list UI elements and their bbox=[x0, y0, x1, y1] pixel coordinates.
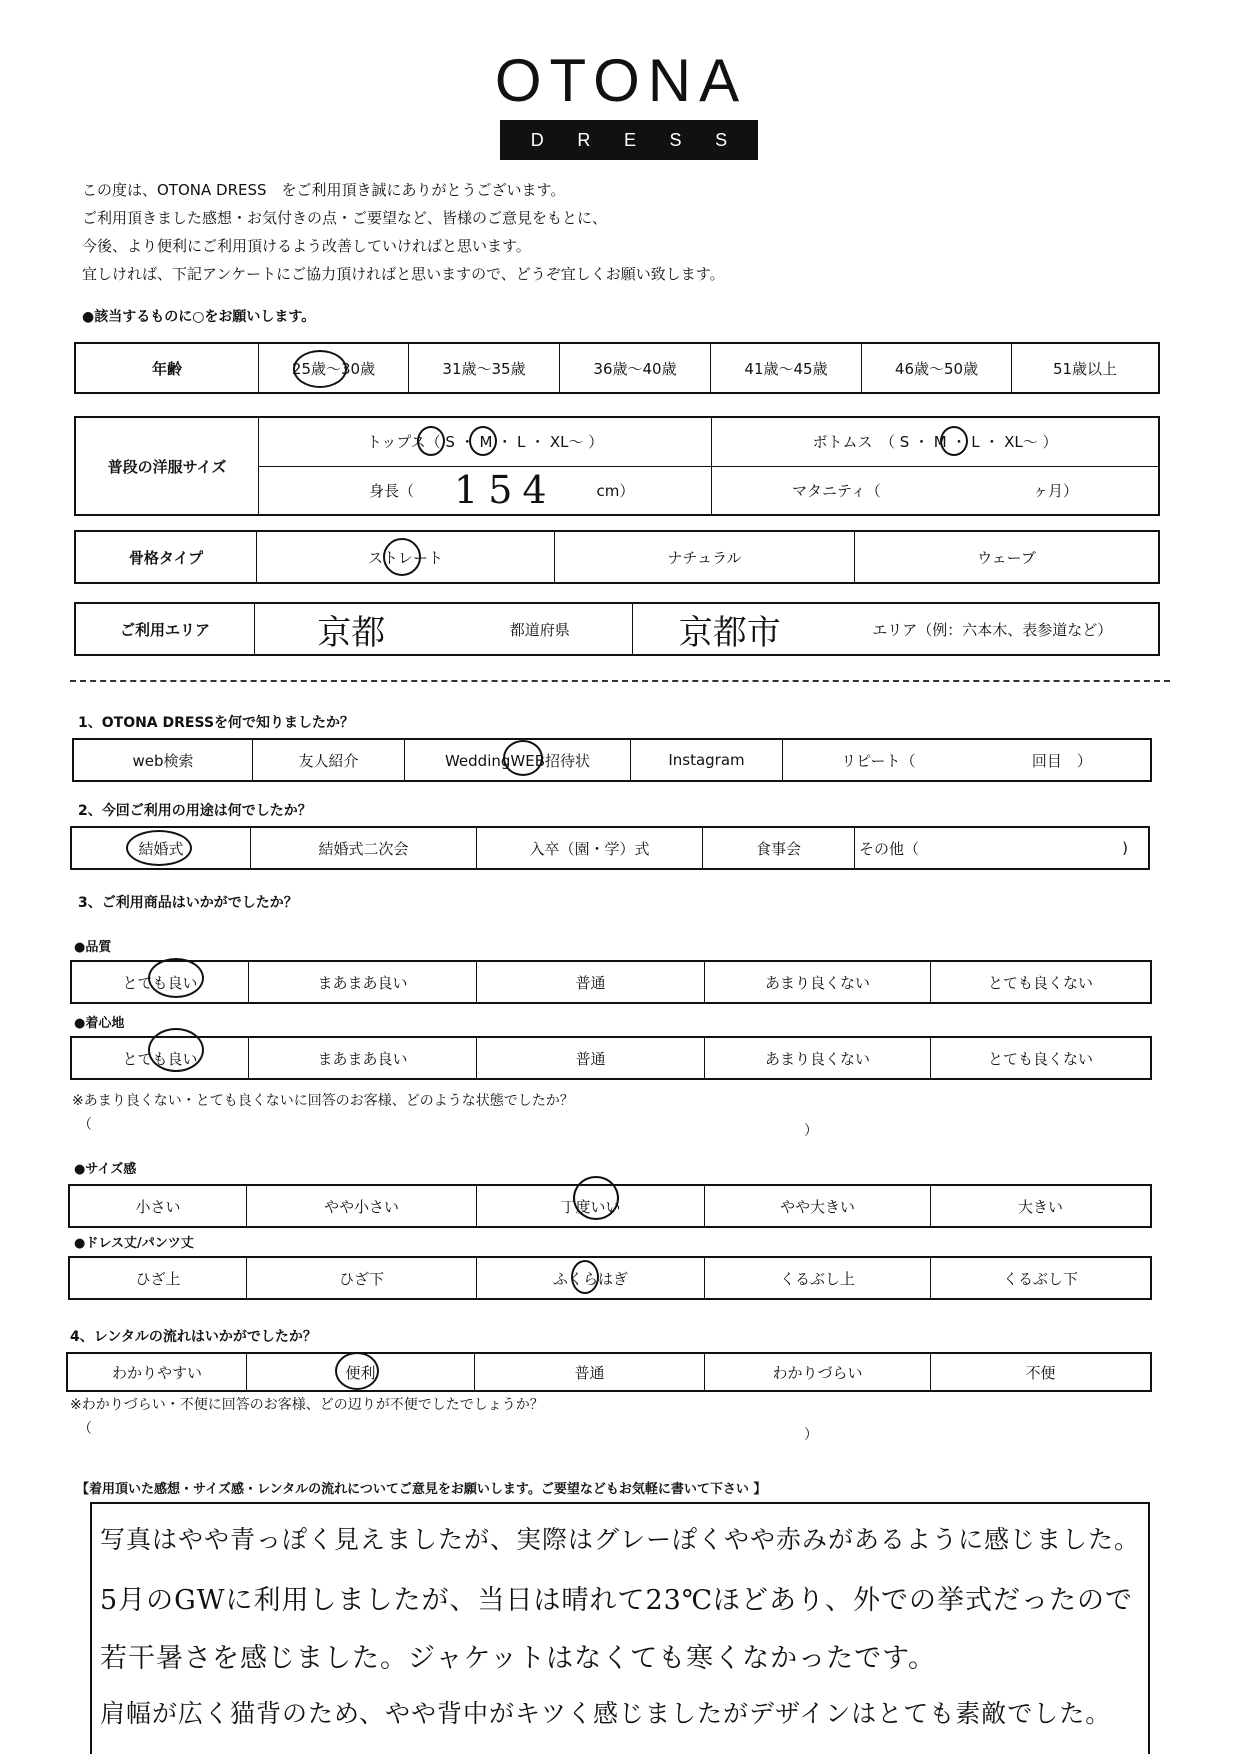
size-label: 普段の洋服サイズ bbox=[107, 457, 227, 476]
body-type-option[interactable]: ウェーブ bbox=[854, 532, 1158, 582]
quality-option[interactable]: 普通 bbox=[476, 962, 704, 1002]
q4-title: 4、レンタルの流れはいかがでしたか？ bbox=[70, 1329, 317, 1345]
pref-field[interactable]: 京都 都道府県 bbox=[254, 604, 632, 654]
comfort-options bbox=[70, 1036, 1152, 1080]
q3-title: 3、ご利用商品はいかがでしたか？ bbox=[78, 895, 298, 911]
paren-close: ） bbox=[804, 1427, 818, 1443]
quality-option[interactable]: とても良い bbox=[72, 962, 248, 1002]
q2-title: 2、今回ご利用の用途は何でしたか？ bbox=[78, 803, 312, 819]
length-option[interactable]: くるぶし上 bbox=[704, 1258, 930, 1298]
length-option[interactable]: ひざ上 bbox=[135, 1269, 181, 1288]
logo-letter: S bbox=[669, 129, 682, 150]
intro-line: ご利用頂きました感想・お気付きの点・ご要望など、皆様のご意見をもとに、 bbox=[82, 209, 608, 227]
q4-options bbox=[66, 1352, 1152, 1392]
comment-line: 肩幅が広く猫背のため、やや背中がキツく感じましたがデザインはとても素敵でした。 bbox=[100, 1699, 1112, 1728]
body-type-option[interactable]: ナチュラル bbox=[554, 532, 854, 582]
length-option[interactable]: ひざ下 bbox=[246, 1258, 476, 1298]
comment-title: 【着用頂いた感想・サイズ感・レンタルの流れについてご意見をお願いします。ご要望などもお気軽に書いて下さい 】 bbox=[76, 1482, 767, 1497]
q2-option[interactable]: 結婚式 bbox=[72, 828, 250, 868]
q4-note: ※わかりづらい・不便に回答のお客様、どの辺りが不便でしたでしょうか？ bbox=[70, 1397, 544, 1413]
age-row bbox=[74, 342, 1160, 394]
fit-option[interactable]: やや小さい bbox=[246, 1186, 476, 1226]
instruction: ●該当するものに○をお願いします。 bbox=[82, 309, 316, 325]
quality-option[interactable]: とても良くない bbox=[930, 962, 1150, 1002]
city-field[interactable]: 京都市 エリア（例：六本木、表参道など） bbox=[632, 604, 1158, 654]
maternity-field[interactable]: マタニティ（ ヶ月） bbox=[711, 467, 1158, 515]
selected-circle bbox=[335, 1352, 379, 1390]
age-option[interactable]: 41歳～45歳 bbox=[710, 344, 861, 392]
size-row bbox=[74, 416, 1160, 516]
height-field[interactable]: 身長（ 154 cm） bbox=[369, 468, 635, 513]
fit-option[interactable]: 小さい bbox=[135, 1197, 181, 1216]
q1-option[interactable]: Instagram bbox=[630, 740, 782, 780]
quality-option[interactable]: あまり良くない bbox=[704, 962, 930, 1002]
length-label: ●ドレス丈/パンツ丈 bbox=[74, 1236, 194, 1251]
comfort-option[interactable]: とても良くない bbox=[930, 1038, 1150, 1078]
tops-size[interactable]: トップス（ S ・ M ・ L ・ XL～ ） bbox=[259, 418, 711, 466]
body-type-label: 骨格タイプ bbox=[128, 548, 204, 567]
paren-close: ） bbox=[804, 1123, 818, 1139]
length-option[interactable]: ふくらはぎ bbox=[476, 1258, 704, 1298]
selected-circle bbox=[383, 538, 421, 576]
selected-circle bbox=[148, 1028, 204, 1072]
q3-note: ※あまり良くない・とても良くないに回答のお客様、どのような状態でしたか？ bbox=[72, 1093, 574, 1109]
age-option[interactable]: 31歳～35歳 bbox=[408, 344, 559, 392]
logo-letter: D bbox=[530, 129, 544, 150]
age-option[interactable]: 51歳以上 bbox=[1011, 344, 1158, 392]
paren-open: （ bbox=[78, 1117, 92, 1133]
comfort-option[interactable]: あまり良くない bbox=[704, 1038, 930, 1078]
logo-otona: OTONA bbox=[494, 47, 748, 114]
quality-label: ●品質 bbox=[74, 940, 112, 955]
age-option[interactable]: 25歳～30歳 bbox=[258, 344, 408, 392]
body-type-option[interactable]: ストレート bbox=[256, 532, 554, 582]
area-row bbox=[74, 602, 1160, 656]
bottoms-size[interactable]: ボトムス （ S ・ M ・ L ・ XL～ ） bbox=[711, 418, 1158, 466]
intro-line: 今後、より便利にご利用頂けるよう改善していければと思います。 bbox=[82, 237, 531, 255]
q4-option[interactable]: わかりやすい bbox=[111, 1363, 202, 1382]
length-options bbox=[68, 1256, 1152, 1300]
logo-letter: S bbox=[715, 129, 728, 150]
quality-option[interactable]: まあまあ良い bbox=[248, 962, 476, 1002]
selected-circle bbox=[571, 1260, 599, 1294]
comfort-option[interactable]: 普通 bbox=[476, 1038, 704, 1078]
comment-line: 若干暑さを感じました。ジャケットはなくても寒くなかったです。 bbox=[100, 1643, 936, 1674]
q4-option[interactable]: 便利 bbox=[246, 1354, 474, 1390]
selected-circle bbox=[503, 740, 543, 776]
q2-option[interactable]: 結婚式二次会 bbox=[250, 828, 476, 868]
intro-line: この度は、OTONA DRESS をご利用頂き誠にありがとうございます。 bbox=[82, 181, 566, 199]
age-option[interactable]: 36歳～40歳 bbox=[559, 344, 710, 392]
comfort-option[interactable]: まあまあ良い bbox=[248, 1038, 476, 1078]
selected-circle bbox=[126, 830, 192, 866]
q4-option[interactable]: 不便 bbox=[930, 1354, 1150, 1390]
city-value: 京都市 bbox=[678, 612, 781, 653]
comfort-label: ●着心地 bbox=[74, 1016, 125, 1031]
fit-options bbox=[68, 1184, 1152, 1228]
selected-circle bbox=[469, 426, 497, 456]
q1-option[interactable]: WeddingWEB招待状 bbox=[404, 740, 630, 780]
area-label: ご利用エリア bbox=[119, 620, 210, 639]
comment-line: 5月のGWに利用しましたが、当日は晴れて23℃ほどあり、外での挙式だったので bbox=[100, 1585, 1134, 1616]
selected-circle bbox=[573, 1176, 619, 1220]
q1-option[interactable]: 友人紹介 bbox=[252, 740, 404, 780]
logo-dress-bar bbox=[500, 120, 758, 160]
q4-option[interactable]: わかりづらい bbox=[704, 1354, 930, 1390]
q2-option[interactable]: 入卒（園・学）式 bbox=[476, 828, 702, 868]
q1-option-repeat[interactable]: リピート（ 回目 ） bbox=[782, 740, 1150, 780]
q2-options bbox=[70, 826, 1150, 870]
fit-option[interactable]: 丁度いい bbox=[476, 1186, 704, 1226]
fit-option[interactable]: やや大きい bbox=[704, 1186, 930, 1226]
intro-text bbox=[82, 176, 725, 288]
q1-options bbox=[72, 738, 1152, 782]
selected-circle bbox=[417, 426, 445, 456]
length-option[interactable]: くるぶし下 bbox=[930, 1258, 1150, 1298]
body-type-row bbox=[74, 530, 1160, 584]
logo-letter: E bbox=[623, 129, 636, 150]
comment-line: 写真はやや青っぽく見えましたが、実際はグレーぽくやや赤みがあるように感じました。 bbox=[100, 1525, 1141, 1554]
selected-circle bbox=[293, 350, 347, 388]
quality-options bbox=[70, 960, 1152, 1004]
comfort-option[interactable]: とても良い bbox=[72, 1038, 248, 1078]
q1-option[interactable]: web検索 bbox=[132, 751, 194, 770]
q2-option[interactable]: 食事会 bbox=[702, 828, 854, 868]
q1-title: 1、OTONA DRESSを何で知りましたか？ bbox=[78, 715, 355, 731]
pref-value: 京都 bbox=[317, 612, 386, 653]
age-label: 年齢 bbox=[151, 359, 182, 378]
fit-option[interactable]: 大きい bbox=[930, 1186, 1150, 1226]
selected-circle bbox=[148, 958, 204, 998]
paren-open: （ bbox=[78, 1421, 92, 1437]
fit-label: ●サイズ感 bbox=[74, 1162, 137, 1177]
q2-option-other[interactable]: その他（ ) bbox=[854, 828, 1148, 868]
age-option[interactable]: 46歳～50歳 bbox=[861, 344, 1011, 392]
intro-line: 宜しければ、下記アンケートにご協力頂ければと思いますので、どうぞ宜しくお願い致します。 bbox=[82, 265, 725, 283]
height-value: 154 bbox=[454, 468, 557, 513]
q4-option[interactable]: 普通 bbox=[474, 1354, 704, 1390]
divider bbox=[70, 680, 1170, 682]
logo-letter: R bbox=[577, 129, 591, 150]
selected-circle bbox=[940, 426, 968, 456]
